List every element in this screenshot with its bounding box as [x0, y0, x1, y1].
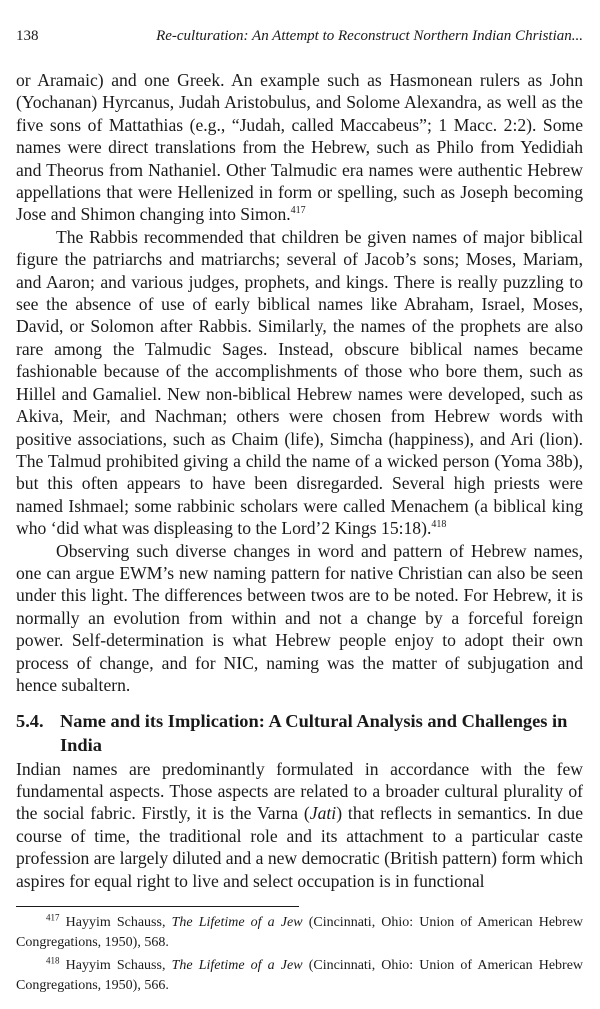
footnote-number: 418	[46, 955, 60, 966]
running-title: Re-culturation: An Attempt to Reconstruct Northern Indian Christian...	[156, 28, 583, 44]
section-heading	[16, 710, 583, 757]
footnote-number: 417	[46, 912, 60, 923]
footnote-418	[16, 956, 583, 995]
paragraph-4	[16, 758, 583, 892]
page-number: 138	[16, 28, 39, 44]
paragraph-2	[16, 226, 583, 540]
italic-term: Jati	[309, 803, 337, 824]
footnote-ref-417[interactable]: 417	[290, 205, 306, 217]
section-title: Name and its Implication: A Cultural Analysis and Challenges in India	[60, 711, 568, 755]
paragraph-text: The Rabbis recommended that children be given names of major biblical figure the patriarchs and matriarchs; several of Jacob’s sons; Moses, Mariam, and Aaron; and various judges, prophets, and kings. There is really puzzling to see the absence of use of early biblical names like Abraham, Israel, Moses, David, or Solomon after Rabbis. Similarly, the names of the prophets are also rare among the Talmudic Sages. Instead, obscure biblical names became fashionable because of the accomplishments of those who bore them, such as Hillel and Gamaliel. New non-biblical Hebrew names were developed, such as Akiva, Meir, and Nachman; others were chosen from Hebrew words with positive associations, such as Chaim (life), Simcha (happiness), and Ari (lion). The Talmud prohibited giving a child the name of a wicked person (Yoma 38b), but this often appears to have been disregarded. Several high priests were named Ishmael; some rabbinic scholars were called Menachem (a biblical king who ‘did what was displeasing to the Lord’2 Kings 15:18).	[16, 226, 583, 539]
footnote-author: Hayyim Schauss,	[65, 958, 166, 974]
paragraph-3	[16, 540, 583, 697]
paragraph-text: or Aramaic) and one Greek. An example such as Hasmonean rulers as John (Yochanan) Hyrcanus, Judah Aristobulus, and Solome Alexandra, as well as the five sons of Mattathias (e.g., “Judah, called Maccabeus”; 1 Macc. 2:2). Some names were direct translations from the Hebrew, such as Philo from Yedidiah and Theorus from Nathaniel. Other Talmudic era names were authentic Hebrew appellations that were Hellenized in form or spelling, such as Joseph becoming Jose and Shimon changing into Simon.	[16, 70, 583, 225]
main-text	[16, 69, 583, 892]
running-head	[16, 26, 583, 46]
footnote-title: The Lifetime of a Jew	[171, 958, 303, 974]
footnote-divider	[16, 906, 299, 907]
footnotes	[16, 913, 583, 999]
footnote-citation: (Cincinnati, Ohio: Union of American Hebrew Congregations, 1950), 568.	[16, 915, 584, 950]
footnote-author: Hayyim Schauss,	[65, 915, 166, 930]
section-number: 5.4.	[16, 711, 44, 732]
paragraph-text: ) that reflects in semantics. In due course of time, the traditional role and its attachment to a particular caste profession are largely diluted and a new democratic (British pattern) form which aspires for equal right to live and select occupation is in functional	[16, 803, 584, 891]
paragraph-text: Indian names are predominantly formulated in accordance with the few fundamental aspects. Those aspects are related to a broader cultural plurality of the social fabric. Firstly, it is the Varna (	[16, 758, 583, 824]
footnote-citation: (Cincinnati, Ohio: Union of American Hebrew Congregations, 1950), 566.	[16, 958, 584, 993]
paragraph-text: Observing such diverse changes in word and pattern of Hebrew names, one can argue EWM’s new naming pattern for native Christian can also be seen under this light. The differences between twos are to be noted. For Hebrew, it is normally an evolution from within and not a change by a forceful foreign power. Self-determination is what Hebrew people enjoy to adopt their own process of change, and for NIC, naming was the matter of subjugation and hence subaltern.	[16, 540, 583, 695]
footnote-title: The Lifetime of a Jew	[171, 915, 303, 930]
footnote-417	[16, 913, 583, 952]
footnote-ref-418[interactable]: 418	[431, 519, 447, 531]
paragraph-1	[16, 69, 583, 226]
